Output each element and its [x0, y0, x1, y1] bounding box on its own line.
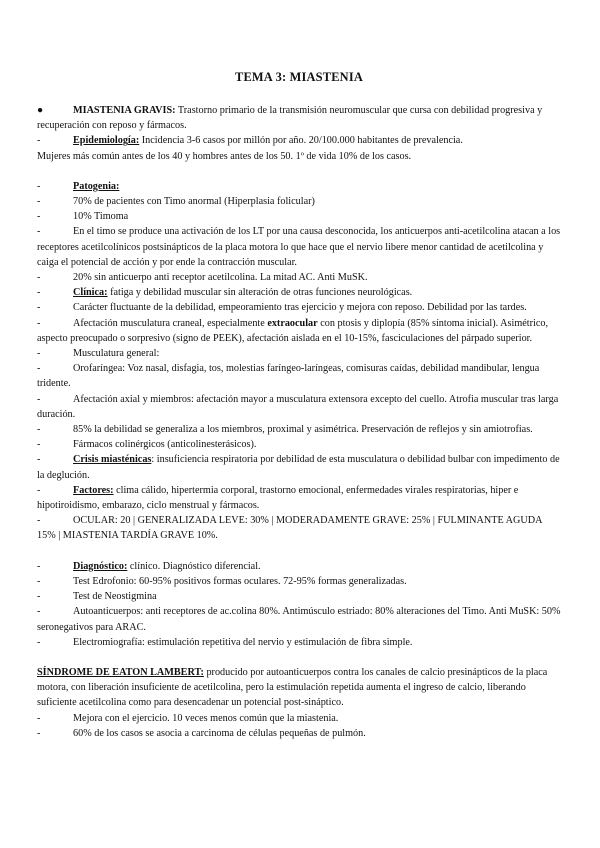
list-item-text: 20% sin anticuerpo anti receptor acetilcolina. La mitad AC. Anti MuSK. [73, 272, 368, 284]
dash-marker: - [37, 363, 41, 375]
ocular-text: OCULAR: 20 | GENERALIZADA LEVE: 30% | MODERADAMENTE GRAVE: 25% | FULMINANTE AGUDA 15% | MIASTENIA TARDÍA GRAVE 10%. [37, 515, 542, 542]
dash-marker: - [37, 226, 41, 238]
dash-marker: - [37, 348, 41, 360]
diagnostico-text: clínico. Diagnóstico diferencial. [127, 560, 261, 572]
list-item [37, 346, 561, 361]
list-item-text: Orofaríngea: Voz nasal, disfagia, tos, molestias faríngeo-laríngeas, comisuras caídas, debilidad mandibular, lengua tridente. [37, 363, 540, 390]
crisis-label: Crisis miasténicas [73, 454, 152, 466]
list-item-text: 70% de pacientes con Timo anormal (Hiperplasia folicular) [73, 196, 315, 208]
craneal-text-pre: Afectación musculatura craneal, especialmente [73, 317, 268, 329]
diagnostico-label: Diagnóstico: [73, 560, 128, 572]
spacer [37, 544, 561, 559]
dash-marker: - [37, 393, 41, 405]
list-item [37, 361, 561, 391]
list-item-text: 60% de los casos se asocia a carcinoma de células pequeñas de pulmón. [73, 727, 366, 739]
dash-marker: - [37, 196, 41, 208]
spacer [37, 650, 561, 665]
factores-label: Factores: [73, 484, 114, 496]
crisis-item [37, 452, 561, 482]
diagnostico-heading [37, 559, 561, 574]
dash-marker: - [37, 272, 41, 284]
list-item-text: Test de Neostigmina [73, 591, 157, 603]
clinica-heading [37, 285, 561, 300]
dash-marker: - [37, 424, 41, 436]
document-body [37, 103, 561, 741]
craneal-text-post: con ptosis y diplopía (85% síntoma inicial). Asimétrico, aspecto preocupado o sorpresivo (signo de PEEK), afectación aislada en el 10-15%, fasciculaciones del párpado superior. [37, 317, 548, 344]
dash-marker: - [37, 302, 41, 314]
list-item [37, 711, 561, 726]
eaton-paragraph [37, 665, 561, 711]
list-item [37, 422, 561, 437]
factores-text: clima cálido, hipertermia corporal, trastorno emocional, enfermedades virales respiratorias, hiper e hipotiroidismo, embarazo, ciclo menstrual y fármacos. [37, 484, 519, 512]
list-item [37, 316, 561, 346]
list-item [37, 437, 561, 452]
epidemiologia-paragraph [37, 133, 561, 148]
list-item [37, 209, 561, 224]
dash-marker: - [37, 712, 41, 724]
list-item [37, 392, 561, 422]
list-item-text: Musculatura general: [73, 348, 160, 360]
eaton-heading: SÍNDROME DE EATON LAMBERT: [37, 666, 204, 678]
dash-marker: - [37, 636, 41, 648]
craneal-bold: extraocular [267, 317, 318, 329]
clinica-label: Clínica: [73, 287, 108, 299]
list-item [37, 635, 561, 650]
list-item [37, 589, 561, 604]
list-item-text: En el timo se produce una activación de los LT por una causa desconocida, los anticuerpos anti-acetilcolina atacan a los receptores acetilcolínicos postsinápticos de la placa motora lo que hace que el nervio libere menor cantidad de acetilcolina y caiga el potencial de acción y por ende la contracción muscular. [37, 226, 561, 268]
eaton-text: producido por autoanticuerpos contra los canales de calcio presinápticos de la placa motora, con liberación insuficiente de acetilcolina, pero la estimulación repetida aumenta el ingreso de calcio, liberando suficiente acetilcolina como para desencadenar un potencial post-sináptico. [37, 666, 548, 709]
clinica-text: fatiga y debilidad muscular sin alteración de otras funciones neurológicas. [107, 287, 413, 299]
epidemiologia-label: Epidemiología: [73, 135, 140, 147]
mg-heading-paragraph [37, 103, 561, 133]
dash-marker: - [37, 287, 41, 299]
spacer [37, 164, 561, 179]
epidemiologia-text: Incidencia 3-6 casos por millón por año. 20/100.000 habitantes de prevalencia. [139, 135, 463, 147]
dash-marker: - [37, 180, 41, 192]
list-item-text: Mejora con el ejercicio. 10 veces menos común que la miastenia. [73, 712, 339, 724]
list-item [37, 270, 561, 285]
dash-marker: - [37, 211, 41, 223]
dash-marker: - [37, 560, 41, 572]
list-item-text: Afectación axial y miembros: afectación mayor a musculatura extensora excepto del cuello. Atrofia muscular tras larga duración. [37, 393, 559, 420]
list-item-text: Fármacos colinérgicos (anticolinesterásicos). [73, 439, 257, 451]
mg-heading: MIASTENIA GRAVIS: [73, 105, 176, 116]
list-item [37, 194, 561, 209]
dash-marker: - [37, 454, 41, 466]
document-title: TEMA 3: MIASTENIA [234, 70, 363, 84]
dash-marker: - [37, 591, 41, 603]
epidemiologia-continuation: Mujeres más común antes de los 40 y hombres antes de los 50. 1º de vida 10% de los casos. [37, 150, 412, 162]
list-item [37, 574, 561, 589]
dash-marker: - [37, 317, 41, 329]
dash-marker: - [37, 606, 41, 618]
dash-marker: - [37, 727, 41, 739]
patogenia-heading [37, 179, 561, 194]
patogenia-label: Patogenia: [73, 180, 120, 192]
list-item-text: Test Edrofonio: 60-95% positivos formas oculares. 72-95% formas generalizadas. [73, 575, 407, 587]
list-item-text: 85% la debilidad se generaliza a los miembros, proximal y asimétrica. Preservación de reflejos y sin amiotrofias. [73, 424, 533, 436]
dash-marker: - [37, 135, 41, 147]
ocular-item [37, 513, 561, 543]
list-item-text: Electromiografía: estimulación repetitiva del nervio y estimulación de fibra simple. [73, 636, 413, 648]
dash-marker: - [37, 439, 41, 451]
list-item [37, 300, 561, 315]
factores-item [37, 483, 561, 513]
list-item-text: Carácter fluctuante de la debilidad, empeoramiento tras ejercicio y mejora con reposo. Debilidad por las tardes. [73, 302, 527, 314]
dash-marker: - [37, 575, 41, 587]
dash-marker: - [37, 515, 41, 527]
list-item-text: 10% Timoma [73, 211, 129, 223]
dash-marker: - [37, 484, 41, 496]
list-item [37, 726, 561, 741]
list-item-text: Autoanticuerpos: anti receptores de ac.colina 80%. Antimúsculo estriado: 80% alteraciones del Timo. Anti MuSK: 50% seronegativos para ARAC. [37, 606, 561, 633]
bullet-dot: ● [37, 105, 44, 116]
list-item [37, 224, 561, 270]
list-item [37, 604, 561, 634]
mg-description: Trastorno primario de la transmisión neuromuscular que cursa con debilidad progresiva y recuperación con reposo y fármacos. [37, 105, 543, 132]
crisis-text: : insuficiencia respiratoria por debilidad de esta musculatura o debilidad bulbar con impedimento de la deglución. [37, 454, 560, 481]
